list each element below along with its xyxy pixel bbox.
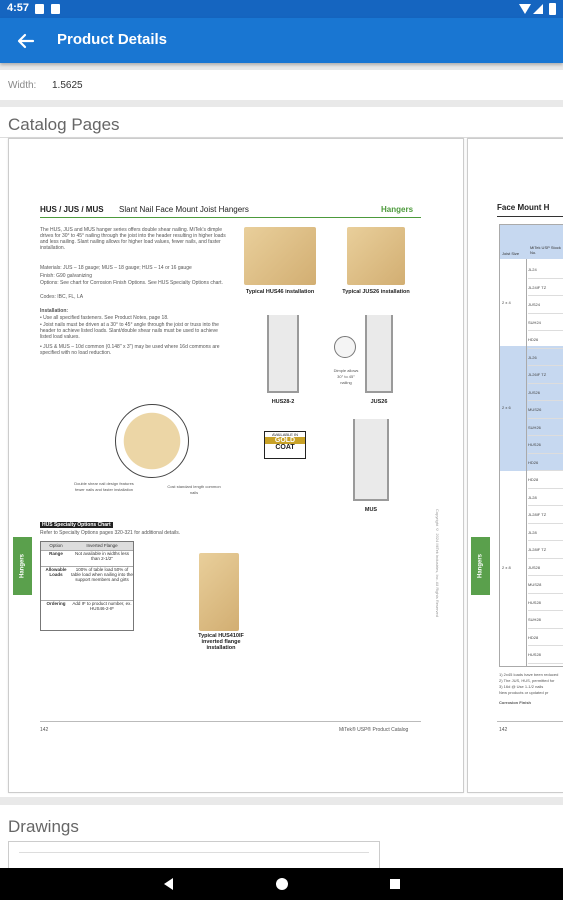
stock-number-cell: JL28 (528, 489, 563, 507)
stock-number-cell: JL26IF TZ (528, 366, 563, 384)
spec-col-header: Option (49, 543, 63, 548)
page2-note: 2) The JUS, HUS, permitted for (499, 678, 555, 683)
drawings-section (0, 805, 563, 868)
gold-coat-badge (264, 431, 306, 459)
options-text: Options: See chart for Corrosion Finish Options. See HUS Specialty Options chart. (40, 280, 223, 286)
stock-number-cell: HD28 (528, 629, 563, 647)
spec-table (40, 541, 134, 631)
system-nav-bar (0, 868, 563, 900)
gold-coat-line: AVAILABLE IN (271, 432, 299, 437)
stock-number-cell: JUS24 (528, 296, 563, 314)
catalog-footer: MiTek® USP® Product Catalog (339, 727, 409, 733)
hus28-2-image (267, 315, 299, 393)
install-heading: Installation: (40, 308, 69, 314)
stock-number-cell: HD26 (528, 331, 563, 349)
catalog-page-2[interactable] (467, 138, 563, 793)
dimple-detail-image (334, 336, 356, 358)
page-number: 142 (40, 727, 49, 733)
wifi-icon (519, 4, 531, 14)
page2-page-number: 142 (499, 727, 508, 733)
stock-number-cell: HUS26 (528, 436, 563, 454)
spec-subheading: Refer to Specialty Options pages 320-321 for additional details. (40, 530, 181, 536)
copyright-note: Copyright © 2024 MiTek Industries, Inc. All Rights Reserved (435, 509, 440, 617)
stock-number-cell: SUH28 (528, 611, 563, 629)
width-label: Width: (8, 80, 37, 91)
width-row (0, 70, 563, 100)
page2-table (499, 224, 563, 667)
page2-note: New products or updated pr (499, 690, 549, 695)
page2-col-divider (526, 259, 527, 667)
stock-number-cell: SUH26 (528, 419, 563, 437)
page2-col-header: MiTek USP Stock No. (530, 245, 561, 255)
catalog-title: Catalog Pages (8, 115, 120, 134)
page2-header-title: Face Mount H (497, 203, 550, 212)
spec-row (41, 566, 133, 600)
signal-icon (533, 4, 543, 14)
finish-text: Finish: G90 galvanizing (40, 273, 92, 279)
caption-hus28-2: HUS28-2 (271, 399, 295, 405)
spec-cell: 100% of table load 50% of table load when nailing into the support members and girts (71, 567, 133, 582)
note-right: Cost standard length common nails (167, 484, 221, 495)
stock-number-cell: HUS28 (528, 594, 563, 612)
stock-number-cell: JL28 (528, 524, 563, 542)
footer-rule (40, 721, 421, 722)
page-header-subtitle: Slant Nail Face Mount Joist Hangers (119, 205, 249, 214)
hangers-side-tab: Hangers (13, 537, 32, 595)
corrosion-finish-label: Corrosion Finish (499, 700, 531, 705)
spec-cell: Allowable Loads (45, 567, 67, 577)
note-left: Double shear nail design features fewer nails and faster installation (74, 481, 134, 492)
caption-jus26-install: Typical JUS26 installation (342, 289, 410, 295)
drawing-rule (19, 852, 369, 853)
spec-cell: Not available in widths less than 2-1/2" (74, 551, 130, 561)
nail-detail-image (115, 404, 189, 478)
nav-recents-button[interactable] (388, 876, 402, 897)
codes-text: Codes: IBC, FL, LA (40, 294, 84, 300)
gold-coat-line: COAT (275, 444, 295, 451)
caption-mus: MUS (364, 507, 378, 513)
stock-number-cell: JL28IF TZ (528, 506, 563, 524)
intro-text: The HUS, JUS and MUS hanger series offers double shear nailing. MiTek's dimple drives for 30° to 45° nailing through the joist into the header resulting in higher loads and less nailing. Slant nailing allows for higher load values, fewer nails, and faster installation. (40, 227, 226, 251)
stock-number-cell: HUS28 (528, 646, 563, 664)
stock-number-cell: JL28IF TZ (528, 541, 563, 559)
materials-text: Materials: JUS – 18 gauge; MUS – 18 gauge; HUS – 14 or 16 gauge (40, 265, 192, 271)
header-rule (497, 216, 563, 217)
spec-heading: HUS Specialty Options Chart (42, 522, 111, 528)
jus26-install-image (347, 227, 405, 285)
stock-number-cell: HD28 (528, 471, 563, 489)
nav-home-icon (274, 876, 290, 892)
footer-rule (497, 721, 563, 722)
joist-size-cell: 2 x 4 (502, 300, 511, 305)
stock-number-cell: JL24 (528, 261, 563, 279)
gold-coat-line: GOLD (265, 437, 305, 444)
mus-image (353, 419, 389, 501)
page2-table-header (500, 225, 563, 259)
stock-number-cell: JUS26 (528, 384, 563, 402)
app-bar (0, 18, 563, 63)
status-bar (0, 0, 563, 18)
spec-cell: Range (49, 551, 63, 556)
spec-cell: Add IF to product number, ex. HUS46-2-IF (72, 601, 132, 611)
caption-hus410if: Typical HUS410IF inverted flange installation (198, 633, 244, 651)
joist-size-cell: 2 x 8 (502, 565, 511, 570)
caption-jus26: JUS26 (370, 399, 388, 405)
drawing-thumbnail[interactable] (8, 841, 380, 871)
caption-hus46: Typical HUS46 installation (245, 289, 315, 295)
width-value: 1.5625 (52, 80, 83, 91)
page-header-tag: Hangers (381, 205, 414, 214)
nav-back-icon (161, 876, 175, 892)
battery-icon (549, 3, 556, 15)
drawings-title: Drawings (8, 817, 79, 836)
hus46-image (244, 227, 316, 285)
stock-number-cell: JUS28 (528, 559, 563, 577)
jus26-image (365, 315, 393, 393)
install-item: • JUS & MUS – 10d common (0.148" x 3") may be used where 16d commons are specified with no load reduction. (40, 344, 220, 356)
install-item: • Use all specified fasteners. See Product Notes, page 18. (40, 315, 169, 321)
page2-col-header: Joist Size (502, 251, 520, 256)
nav-home-button[interactable] (274, 876, 290, 897)
joist-size-cell: 2 x 6 (502, 405, 511, 410)
notification-icon (35, 4, 44, 14)
hus410if-image (199, 553, 239, 631)
spec-col-header: Inverted Flange (86, 543, 118, 548)
install-item: • Joist nails must be driven at a 30° to 45° angle through the joist or truss into the header to achieve listed loads. Slant/double shear nails must be used to achieve listed load values. (40, 322, 219, 340)
stock-number-cell: JL26 (528, 349, 563, 367)
stock-number-cell: HD26 (528, 454, 563, 472)
nav-back-button[interactable] (161, 876, 175, 897)
catalog-page-1[interactable] (8, 138, 464, 793)
stock-number-cell: MUS28 (528, 576, 563, 594)
spec-row (41, 550, 133, 566)
stock-number-cell: JL24IF TZ (528, 279, 563, 297)
page2-note: 3) 16d @ Use 1-1/2 nails (499, 684, 544, 689)
back-arrow-icon (10, 25, 42, 57)
header-rule (40, 217, 421, 218)
spec-cell: Ordering (46, 601, 66, 606)
page-title: Product Details (57, 31, 168, 48)
dimple-note: Dimple allows 30° to 45° nailing (333, 368, 359, 385)
stock-number-cell: SUH24 (528, 314, 563, 332)
catalog-section (0, 107, 563, 797)
hangers-side-tab: Hangers (471, 537, 490, 595)
notification-icon (51, 4, 60, 14)
back-button[interactable] (10, 25, 42, 57)
page-header-title: HUS / JUS / MUS (40, 205, 104, 214)
spec-row (41, 600, 133, 628)
page2-note: 1) 2x45 loads have been reduced (499, 672, 559, 677)
stock-number-cell: MUS26 (528, 401, 563, 419)
nav-recents-icon (388, 876, 402, 892)
spec-header-row (41, 542, 133, 550)
status-time: 4:57 (7, 2, 30, 14)
